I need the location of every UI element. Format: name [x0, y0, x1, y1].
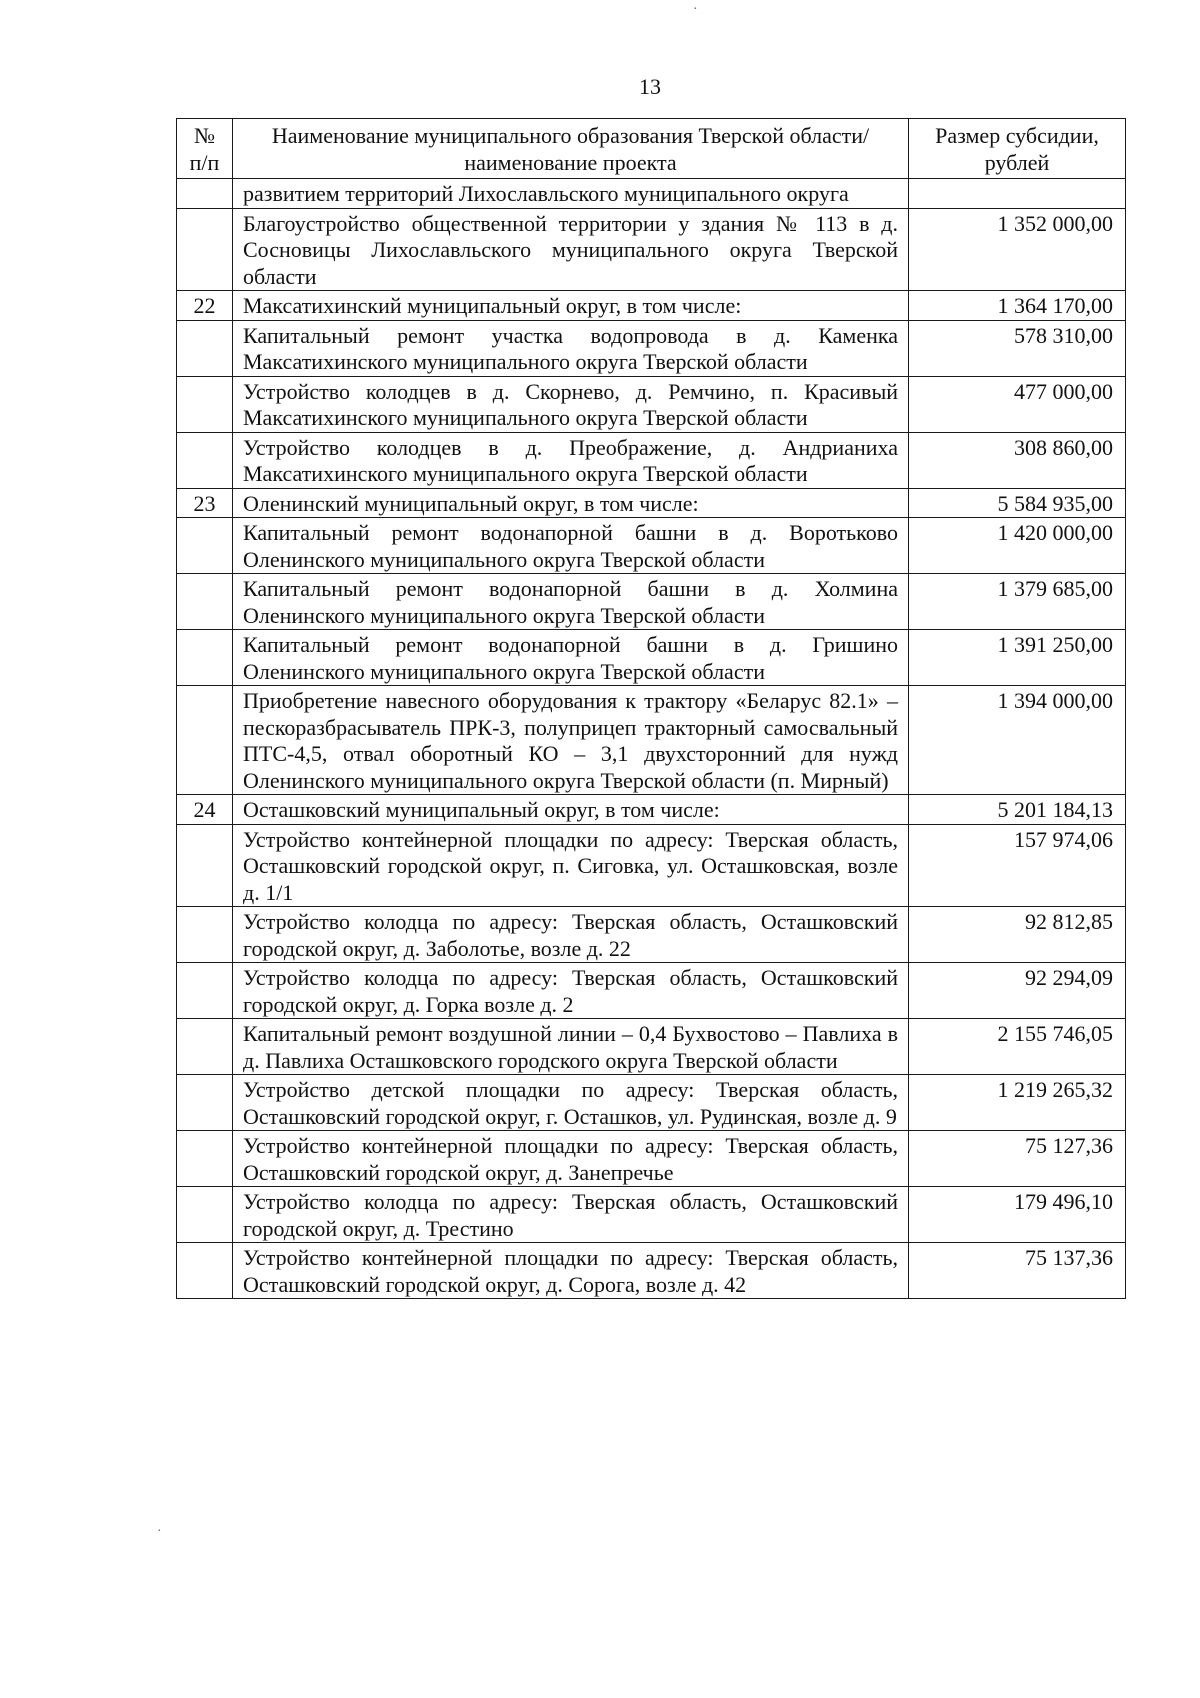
header-amount: Размер субсидии, рублей: [909, 119, 1126, 179]
row-amount: 1 420 000,00: [909, 518, 1126, 574]
row-number: [177, 208, 233, 291]
row-amount: 1 391 250,00: [909, 630, 1126, 686]
row-number: [177, 963, 233, 1019]
table-row: [177, 1243, 1126, 1299]
row-amount: 92 812,85: [909, 907, 1126, 963]
row-number: [177, 1131, 233, 1187]
row-number: [177, 376, 233, 432]
row-name: Капитальный ремонт участка водопровода в д. Каменка Максатихинского муниципального округа Тверской области: [233, 320, 909, 376]
row-name: Капитальный ремонт водонапорной башни в д. Холмина Оленинского муниципального округа Тверской области: [233, 574, 909, 630]
row-number: 22: [177, 291, 233, 321]
row-name: Осташковский муниципальный округ, в том числе:: [233, 795, 909, 825]
table-row: [177, 376, 1126, 432]
row-amount: 92 294,09: [909, 963, 1126, 1019]
scan-speck: ·: [157, 1524, 162, 1539]
row-name: Устройство колодцев в д. Скорнево, д. Ремчино, п. Красивый Максатихинского муниципального округа Тверской области: [233, 376, 909, 432]
row-number: [177, 320, 233, 376]
row-amount: 75 137,36: [909, 1243, 1126, 1299]
table-row: [177, 432, 1126, 488]
table-row: [177, 795, 1126, 825]
row-amount: 179 496,10: [909, 1187, 1126, 1243]
row-number: [177, 432, 233, 488]
table-row: [177, 1131, 1126, 1187]
row-number: [177, 1075, 233, 1131]
row-name: Устройство детской площадки по адресу: Тверская область, Осташковский городской округ, г. Осташков, ул. Рудинская, возле д. 9: [233, 1075, 909, 1131]
row-amount: 1 364 170,00: [909, 291, 1126, 321]
header-name: Наименование муниципального образования Тверской области/наименование проекта: [233, 119, 909, 179]
row-number: [177, 1243, 233, 1299]
row-amount: 75 127,36: [909, 1131, 1126, 1187]
row-amount: 1 379 685,00: [909, 574, 1126, 630]
table-body: [177, 179, 1126, 1299]
table-row: [177, 1187, 1126, 1243]
row-number: [177, 630, 233, 686]
table-header-row: [177, 119, 1126, 179]
row-amount: 1 352 000,00: [909, 208, 1126, 291]
row-amount: 578 310,00: [909, 320, 1126, 376]
row-amount: 308 860,00: [909, 432, 1126, 488]
table-row: [177, 488, 1126, 518]
row-name: Капитальный ремонт воздушной линии – 0,4 Бухвостово – Павлиха в д. Павлиха Осташковского городского округа Тверской области: [233, 1019, 909, 1075]
table-row: [177, 963, 1126, 1019]
row-number: [177, 574, 233, 630]
header-number: № п/п: [177, 119, 233, 179]
table-row: [177, 320, 1126, 376]
row-name: Устройство контейнерной площадки по адресу: Тверская область, Осташковский городской округ, п. Сиговка, ул. Осташковская, возле д. 1/1: [233, 824, 909, 907]
table-row: [177, 630, 1126, 686]
row-number: 24: [177, 795, 233, 825]
table-row: [177, 291, 1126, 321]
row-number: [177, 1187, 233, 1243]
table-row: [177, 824, 1126, 907]
row-amount: 5 201 184,13: [909, 795, 1126, 825]
row-name: Устройство контейнерной площадки по адресу: Тверская область, Осташковский городской округ, д. Занепречье: [233, 1131, 909, 1187]
row-name: Оленинский муниципальный округ, в том числе:: [233, 488, 909, 518]
scan-speck: ·: [693, 2, 698, 17]
row-amount: 5 584 935,00: [909, 488, 1126, 518]
row-number: [177, 1019, 233, 1075]
table-row: [177, 1075, 1126, 1131]
row-amount: 477 000,00: [909, 376, 1126, 432]
page-number: 13: [639, 74, 661, 99]
row-name: развитием территорий Лихославльского муниципального округа: [233, 179, 909, 209]
table-row: [177, 907, 1126, 963]
row-name: Устройство колодцев в д. Преображение, д. Андрианиха Максатихинского муниципального округа Тверской области: [233, 432, 909, 488]
row-number: [177, 824, 233, 907]
row-name: Устройство контейнерной площадки по адресу: Тверская область, Осташковский городской округ, д. Сорога, возле д. 42: [233, 1243, 909, 1299]
row-number: 23: [177, 488, 233, 518]
row-name: Устройство колодца по адресу: Тверская область, Осташковский городской округ, д. Заболотье, возле д. 22: [233, 907, 909, 963]
row-amount: 1 394 000,00: [909, 686, 1126, 795]
table-row: [177, 574, 1126, 630]
row-name: Капитальный ремонт водонапорной башни в д. Воротьково Оленинского муниципального округа Тверской области: [233, 518, 909, 574]
row-amount: 2 155 746,05: [909, 1019, 1126, 1075]
row-amount: 157 974,06: [909, 824, 1126, 907]
row-amount: 1 219 265,32: [909, 1075, 1126, 1131]
row-name: Устройство колодца по адресу: Тверская область, Осташковский городской округ, д. Трестино: [233, 1187, 909, 1243]
table-row: [177, 208, 1126, 291]
table-row: [177, 1019, 1126, 1075]
row-number: [177, 686, 233, 795]
row-name: Максатихинский муниципальный округ, в том числе:: [233, 291, 909, 321]
subsidy-table: [176, 118, 1126, 1299]
row-name: Устройство колодца по адресу: Тверская область, Осташковский городской округ, д. Горка возле д. 2: [233, 963, 909, 1019]
row-name: Приобретение навесного оборудования к трактору «Беларус 82.1» – пескоразбрасыватель ПРК-3, полуприцеп тракторный самосвальный ПТС-4,5, отвал оборотный КО – 3,1 двухсторонний для нужд Оленинского муниципального округа Тверской области (п. Мирный): [233, 686, 909, 795]
row-number: [177, 179, 233, 209]
row-name: Капитальный ремонт водонапорной башни в д. Гришино Оленинского муниципального округа Тверской области: [233, 630, 909, 686]
table-row: [177, 686, 1126, 795]
row-name: Благоустройство общественной территории у здания № 113 в д. Сосновицы Лихославльского муниципального округа Тверской области: [233, 208, 909, 291]
table-row: [177, 518, 1126, 574]
row-number: [177, 518, 233, 574]
row-number: [177, 907, 233, 963]
row-amount: [909, 179, 1126, 209]
table-row: [177, 179, 1126, 209]
